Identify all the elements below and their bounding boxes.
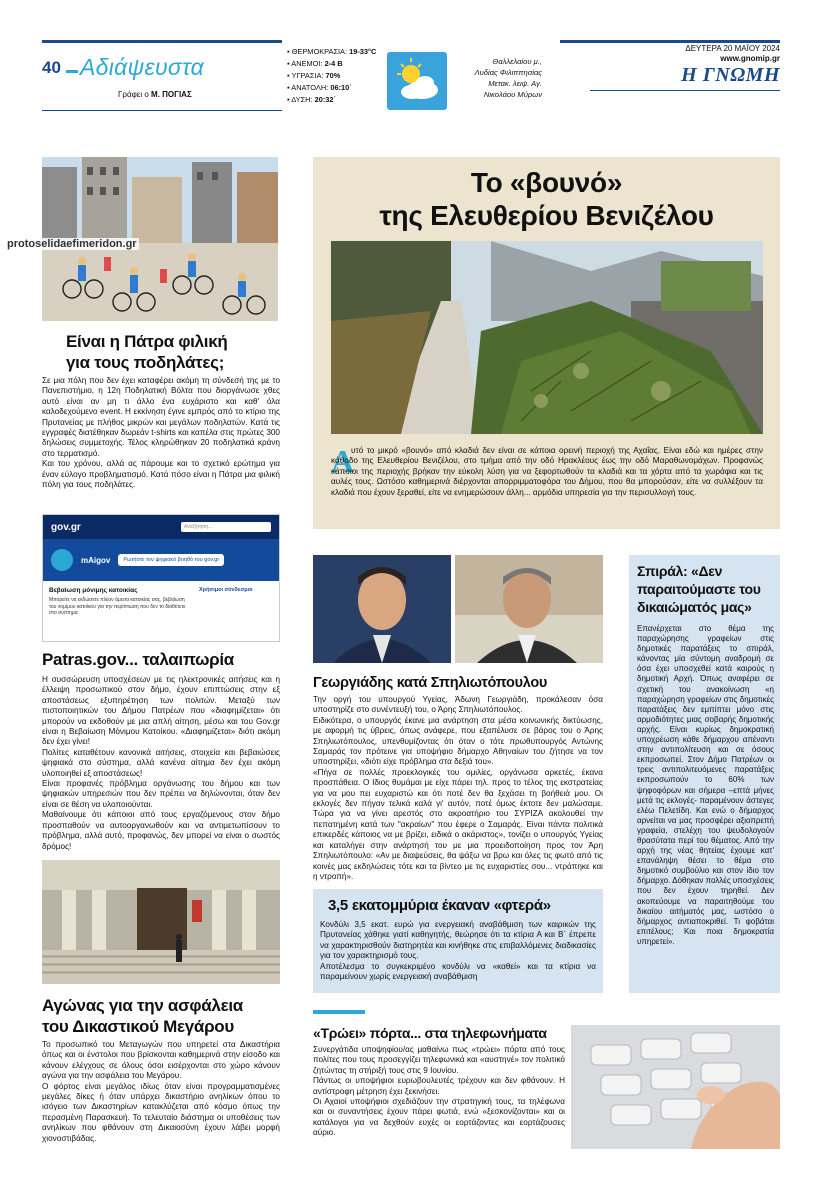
header-rule-left bbox=[42, 40, 282, 43]
energy-body: Κονδύλι 3,5 εκατ. ευρώ για ενεργειακή αναβάθμιση των καιρικών της Πρυτανείας χάθηκε γιατί καθηγητής, θεώρησε ότι τα κτίρια Α και Β΄ έπρεπε να χαρακτηρισθούν διατηρητέα και κινήθηκε στις επιβαλλόμενες διαδικασίες για τον χαρακτηρισμό τους. Αποτέλεσμα το συγκεκριμένο κονδύλι να «καθεί» και τα κτίρια να παραμείνουν χωρίς ενεργειακή αναβάθμιση bbox=[320, 920, 596, 982]
byline bbox=[118, 90, 192, 99]
watermark: protoselidaefimeridon.gr bbox=[7, 238, 137, 250]
spiral-body: Επανέρχεται στο θέμα της παραχώρησης γραφείων στις δημοτικές παρατάξεις το σπιράλ, κάνοντας μία σύντομη αναδρομή σε όσα έχει υποσχεθεί κατά καιρούς η δημοτική Αρχή. Όπως αναφέρει σε σχετική του ανακοίνωση «η παραχώρηση γραφείων στις δημοτικές παρατάξεις δεν εμπίπτει μόνο στις αρμοδιότητες μιας σοβαρής δημοτικής αρχής. Είναι κυρίως δημοκρατική υποχρέωση κάθε δήμαρχου απέναντι στην αντιπολίτευση και σε όσους εκπροσωπεί. Στον Δήμο Πατρέων οι τρεις αντιπολιτευόμενες παρατάξεις εκπροσωπούν το 60% των ψηφοφόρων και σήμερα –επτά μήνες μετά τις εκλογές- παραμένουν άστεγες ελέω Πελετίδη. Και ενώ ο δήμαρχος αρνείται να μας προσφέρει αξιοπρεπή γραφεία, στελέχη του ψευδολογούν θρασύτατα περί του θέματος. Από την αρχή της νέας θητείας έχουμε κατ' επανάληψη θέσει το θέμα στο δημοτικό συμβούλιο και στον ίδιο τον δήμαρχο. Δόθηκαν πολλές υποσχέσεις που δεν έχουν τηρηθεί. Δεν ακοπεύουμε να παραιτηθούμε του δικαίου αιτήματός μας, ωστόσο ο δήμαρχος αντιαποκριθεί. Τι φοβάται επιτέλους; Και ποια δημοκρατία υπηρετεί». bbox=[637, 624, 774, 946]
weather-humidity: ▪ ΥΓΡΑΣΙΑ: 70% bbox=[287, 71, 341, 80]
phone-keypad-photo bbox=[571, 1025, 780, 1149]
page-number: 40 bbox=[42, 58, 61, 77]
georgiadis-title: Γεωργιάδης κατά Σπηλιωτόπουλου bbox=[313, 675, 548, 691]
phones-accent-bar bbox=[313, 1010, 365, 1014]
govgr-sidebar-title[interactable]: Χρήσιμοι σύνδεσμοι bbox=[199, 587, 253, 593]
weather-wind: ▪ ΑΝΕΜΟΙ: 2-4 Β bbox=[287, 59, 343, 68]
govgr-brand: gov.gr bbox=[51, 521, 81, 533]
georgiadis-body: Την οργή του υπουργού Υγείας, Άδωνη Γεωργιάδη, προκάλεσαν όσα υποστηρίζε στο συνέντευξή του, ο Άρης Σπηλιωτόπουλος. Ειδικότερα, ο υπουργός έκανε μια ανάρτηση στα μέσα κοινωνικής δικτύωσης, με αφορμή τις ύβρεις, όπως ανάφερε, που εξαπέλυσε σε βάρος του ο Άρης Σπηλιωτόπουλος, υπενθυμίζοντας ότι όταν ο τότε πρωθυπουργός Αντώνης Σαμαράς τον πρότεινε για υποψήφιο δήμαρχο Αθηναίων του ζήτησε να τον υποστηρίξει, «διότι είχε πρόβλημα στα δεξιά του». «Πήγα σε πολλές προεκλογικές του ομιλίες, οργάνωσα αρκετές, έκανα προσπάθεια. Ο Ιδιος θυμάμαι με είχε πάρει τηλ. προς το τέλος της εκστρατείας για να μου πει ευχαριστώ και ότι ποτέ δεν θα ξεχάσει τη βοήθειά μου. Οι εκλογές δεν πήγαν τελικά καλά γι' αυτόν, ποτέ όμως έκτοτε δεν μαλώσαμε. Τώρα για να γίνει αρεστός στο ακροατήριο του ΣΥΡΙΖΑ ακολουθεί την πεπατημένη κατά των "ακραίων" που έφερε ο Σαμαράς. Είναι πάντα πολιτικά επικερδές κάποιος να με βρίζει, ειδικά ο ακάριστος», τονίζει ο υπουργός Υγείας και καταλήγει στην ανάρτησή του με μια προειδοποίηση προς τον Άρη Σπηλιωτόπουλο: «Αν με διαψεύσεις, θα ψάξω να βρω και όλες τις φωτό από τις κοινές μας εκδηλώσεις τότε και τα βίντεο με τις ευχαριστίες σου... ντράπηκε και η ντροπή». bbox=[313, 695, 603, 881]
govgr-banner bbox=[43, 539, 279, 581]
weather-sunrise: ▪ ΑΝΑΤΟΛΗ: 06:10΄ bbox=[287, 83, 352, 92]
weather-panel bbox=[287, 46, 382, 106]
courthouse-body: Το προσωπικό του Μεταγωγών που υπηρετεί στα Δικαστήρια όπως και οι ένστολοι που βρίσκονται καθημερινά στην είσοδο και κάνουν ελέγχους σε όλους όσοι εισέρχονται στο χώρο κάνουν αγώνα για την ασφάλεια του Μεγάρου. Ο φόρτος είναι μεγάλος ιδίως όταν είναι προγραμματισμένες μεγάλες δίκες ή όταν υπάρχει δικαστήριο ανηλίκων όπου το ισόγειο των Δικαστηρίων κατακλύζεται από κόσμο όπως την περασμένη Παρασκευή. Το τελευταίο διάστημα οι υποθέσεις των ανηλίκων που φθάνουν στη Δικαιοσύνη έχουν λάβει μορφή χιονοστιβάδας. bbox=[42, 1040, 280, 1143]
spiral-title: Σπιράλ: «Δεν παραιτούμαστε του δικαιώματός μας» bbox=[637, 563, 761, 615]
govgr-topbar bbox=[43, 515, 279, 539]
weather-sunset: ▪ ΔΥΣΗ: 20:32΄ bbox=[287, 95, 336, 104]
govgr-banner-text[interactable]: Ρωτήστε τον ψηφιακό βοηθό του gov.gr bbox=[118, 554, 224, 566]
govgr-card-title: Βεβαίωση μόνιμης κατοικίας bbox=[49, 587, 138, 594]
section-dash bbox=[66, 70, 78, 73]
bikes-title: Είναι η Πάτρα φιλική για τους ποδηλάτες; bbox=[66, 332, 228, 372]
govgr-card bbox=[49, 587, 189, 617]
issue-date: ΔΕΥΤΕΡΑ 20 ΜΑΪΟΥ 2024 bbox=[685, 44, 780, 53]
bikes-body: Σε μια πόλη που δεν έχει καταφέρει ακόμη τη σύνδεσή της με το Πανεπιστήμιο, η 12η Ποδηλατική Βόλτα που διοργάνωσε χθες αυτό είναι αν μη τι άλλο ένα ευχάριστο και καθ' όλα καλοδεχούμενο event. Η εκκίνηση έγινε εμπρός από το κτίριο της Πρυτανείας με πλήθος μικρών και μεγάλων ποδηλατών. Κατά τις εγγραφές διατέθηκαν δωρεάν t-shirts και καπέλα στις πρώτες 300 δηλώσεις συμμετοχής. Τέλος κληρώθηκαν 20 ποδηλατικά κράνη στο τερματισμό. Και του χρόνου, αλλά ας πάρουμε και το σχετικό ερώτημα για έναν εύλογο προβληματισμό. Κατά πόσο είναι η Πάτρα μια φιλική πόλη για τους ποδηλάτες. bbox=[42, 376, 280, 490]
mountain-photo bbox=[331, 241, 763, 434]
mountain-dropcap: Α bbox=[331, 443, 355, 479]
phones-body: Συνεργάτιδα υποψηφίου/ας μαθαίνω πως «τρώει» πόρτα από τους πολίτες που τους προσεγγίζει τηλεφωνικά και «αυστηνέ» τον πολιτικό ζητώντας τη στήριξή τους στις 9 Ιουνίου. Πάντως οι υποψήφιοι ευρωβουλευτές τρέχουν και δεν φθάνουν. Η αντίστροφη μέτρηση έχει ξεκινήσει. Οι Αχαιοί υποψήφιοι σχεδιάζουν την στρατηγική τους, τα τηλέφωνα και οι συναντήσεις έχουν πάρει φωτιά, ενώ «ξεσκονίζονται» και οι κατάλογοι για να δεχθούν ευχές οι εορτάζοντες και εορτάζουσες αύριο. bbox=[313, 1045, 565, 1138]
courthouse-photo bbox=[42, 860, 280, 984]
govgr-screenshot bbox=[42, 514, 280, 642]
mountain-title: Το «βουνό» της Ελευθερίου Βενιζέλου bbox=[379, 167, 714, 231]
logo-rule bbox=[590, 90, 780, 91]
govgr-card-text: Μπορείτε να εκδώσετε πλέον άμεσα κατοικίας σας, βεβαίωση του νομίμου κατοίκου για την περίπτωση που δεν το διαθέτετε στο σύστημα bbox=[49, 597, 186, 616]
website[interactable]: www.gnomip.gr bbox=[720, 54, 780, 63]
phones-title: «Τρώει» πόρτα... στα τηλεφωνήματα bbox=[313, 1025, 547, 1041]
byline-name: Μ. ΠΟΓΙΑΣ bbox=[151, 90, 192, 99]
govgr-search-input[interactable]: Αναζήτηση... bbox=[181, 522, 271, 532]
mountain-body: υτό το μικρό «βουνό» από κλαδιά δεν είναι σε κάποια ορεινή περιοχή της Αχαΐας. Είναι εδώ και ημέρες στην κάθοδο της Ελευθερίου Βενιζέλου, στο τμήμα από την οδό Ηρακλέους έως την οδό Μαραθωνομάχων. Προφανώς κάποιοι της περιοχής βρήκαν την εύκολη λύση για να ξεφορτωθούν τα κλαδιά και τα χόρτα από τα χωράφια και τις αυλές τους. Ωστόσο καθημερινά διέρχονται απορριμματοφόρα του Δήμου, που θα μπορούσαν, είτε να συλλέξουν τα κλαδιά που έχουν ξεραθεί, είτε να ενημερώσουν άλλη... αρμόδια υπηρεσία για την περισυλλογή τους. bbox=[331, 446, 763, 497]
courthouse-title: Αγώνας για την ασφάλεια του Δικαστικού Μεγάρου bbox=[42, 996, 243, 1036]
byline-prefix: Γράφει ο bbox=[118, 90, 149, 99]
govgr-banner-brand: mAigov bbox=[81, 555, 111, 565]
govgr-title: Patras.gov... ταλαιπωρία bbox=[42, 650, 234, 669]
nameday: Θαλλελαίου μ., Λυδίας Φιλιππησίας Μετακ. λειψ. Αγ. Νικολάου Μύρων bbox=[474, 57, 542, 99]
section-title: Αδιάψευστα bbox=[80, 54, 205, 80]
govgr-body: Η συσσώρευση υποσχέσεων με τις ηλεκτρονικές αιτήσεις και η έλλειψη προσωπικού στον δήμο, έχουν επιπτώσεις στην εξ αποστάσεως εξυπηρέτηση των πολιτών. Μεταξύ των πιστοποιητικών του Δήμου Πατρέων που «διαφημίζεται» ότι μπορούν να εκδοθούν με μια απλή αίτηση, μέσω και του Gov.gr είναι η Βεβαίωση Μόνιμου Κατοίκου. «Διαφημίζεται» διότι ακόμη δεν έχει γίνει! Πολίτες καταθέτουν κανονικά αιτήσεις, στοιχεία και βεβαιώσεις ψηφιακά στο σύστημα, αλλά κανένα αίτημα δεν έχει ακόμη υλοποιηθεί εξ αποστάσεως! Είναι προφανές πρόβλημα οργάνωσης του δήμου και των ψηφιακών υπηρεσιών που δεν πρέπει να δηλώνονται, όταν δεν είναι σε θέση να υλοποιούνται. Μαθαίνουμε ότι κάποιοι από τους εργαζόμενους στον δήμο προσπαθούν να αυτοοργανωθούν και να αντιμετωπίσουν το πρόβλημα, αλλά αυτό, προφανώς, δεν μπορεί να είναι ο σωστός δρόμος! bbox=[42, 675, 280, 851]
weather-temperature: ▪ ΘΕΡΜΟΚΡΑΣΙΑ: 19-33°C bbox=[287, 47, 377, 56]
georgiadis-photos bbox=[313, 555, 603, 663]
assistant-icon bbox=[51, 549, 73, 571]
weather-sun-cloud-icon bbox=[387, 52, 447, 110]
header-rule-bottom bbox=[42, 110, 282, 111]
energy-title: 3,5 εκατομμύρια έκαναν «φτερά» bbox=[328, 897, 551, 914]
header-rule-right bbox=[560, 40, 780, 43]
newspaper-logo: Η ΓΝΩΜΗ bbox=[681, 64, 780, 86]
govgr-content bbox=[43, 581, 279, 623]
